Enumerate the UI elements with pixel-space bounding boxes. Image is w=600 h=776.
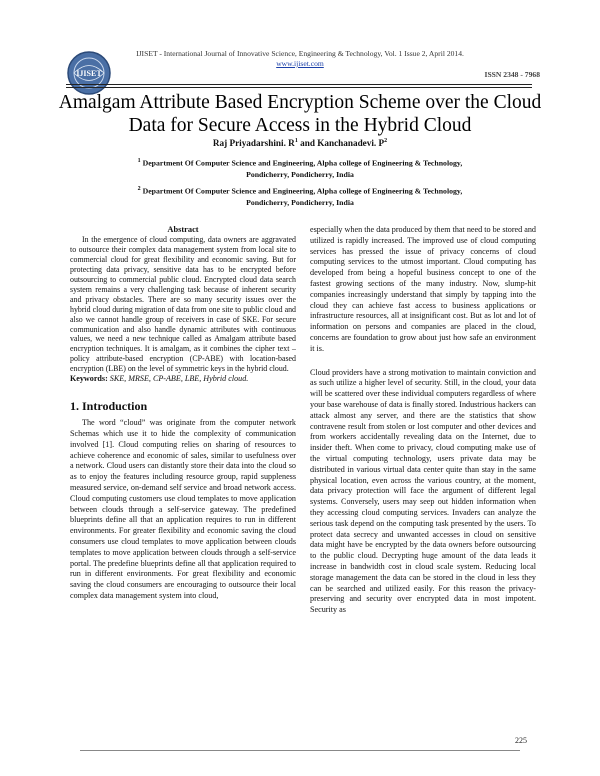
author-1: Raj Priyadarshini. R [212, 138, 295, 149]
affiliation-2-line2: Pondicherry, Pondicherry, India [246, 197, 354, 207]
author-2-sup: 2 [384, 138, 388, 144]
keywords-list: SKE, MRSE, CP-ABE, LBE, Hybrid cloud. [107, 374, 249, 384]
journal-url-link[interactable]: www.ijiset.com [276, 59, 324, 68]
author-and: and [297, 138, 318, 149]
journal-line: IJISET - International Journal of Innovative Science, Engineering & Technology, Vol. 1 Issue 2, April 2014. [136, 49, 464, 58]
author-1-sup: 1 [294, 138, 298, 144]
introduction-heading: 1. Introduction [70, 399, 148, 414]
authors-line [60, 138, 540, 148]
logo-text: IJISET [76, 69, 102, 78]
right-paragraph-1: especially when the data produced by them that need to be stored and utilized is rapidly increased. The improved use of cloud computing services has pressed the issue of privacy concerns of cloud computing services to the utmost important. Cloud computing has developed from being a hopeful business concept to one of the fastest growing sections of the many industry. Now, slump-hit companies increasingly understand that simply by tapping into the cloud they can achieve fast access to business applications or infrastructure resources, all at insignificant cost. But as lot and lot of information on persons and companies are placed in the cloud, concerns are foundation to grow about just how safe an environment it is. [310, 225, 536, 353]
affiliation-1 [90, 156, 510, 180]
abstract-heading: Abstract [167, 225, 199, 234]
right-column [310, 225, 536, 616]
page-number: 225 [515, 736, 527, 745]
affiliation-1-line2: Pondicherry, Pondicherry, India [246, 169, 354, 179]
affiliation-1-line1: Department Of Computer Science and Engineering, Alpha college of Engineering & Technology, [140, 158, 463, 168]
author-2: Kanchanadevi. P [317, 138, 385, 149]
affiliation-1-sup: 1 [137, 158, 141, 164]
journal-header [118, 49, 482, 69]
journal-logo [66, 50, 112, 96]
header-rule-top [66, 84, 532, 85]
footer-rule [80, 750, 520, 751]
right-paragraph-2: Cloud providers have a strong motivation to maintain conviction and as such utilize a higher level of security. Still, in the cloud, your data will be scattered over these individual computers regardless of where your base warehouse of data is finally stored. Industrious hackers can attack almost any server, and there are the statistics that show contravene result from stolen or lost computer and other devices and from workers accidentally revealing data on the Internet, due to insider theft. When come to privacy, cloud computing make use of the virtual computing technology, users private data may be distributed in various virtual data center quite than stay in the same physical location, even across the various country, at the moment, data privacy protection will face the argument of different legal systems. Conversely, users may seep out hidden information when they accessing cloud computing services. Invaders can analyze the serious task depend on the computing task presented by the users. To protect data secrecy and unwanted accesses in cloud on sensitive data might have be encrypted by the data owners before outsourcing to the public cloud. Decrypting huge amount of the data leads it increase in bandwidth cost in cloud scale system. Reducing local storage management the data can be stored in the cloud in less they can be searched and utilized easily. For this reason the privacy-preserving and security over encrypted data in most impotent. Security as [310, 367, 536, 615]
paper-title: Amalgam Attribute Based Encryption Scheme over the Cloud Data for Secure Access in the Hybrid Cloud [58, 92, 542, 136]
affiliation-2-sup: 2 [137, 186, 141, 192]
introduction-body: The word “cloud” was originate from the computer network Schemas which use it to hide the complexity of communication involved [1]. Cloud computing relies on sharing of resources to achieve coherence and economic of sales, similar to usefulness over a network. Cloud users can distantly store their data into the cloud so as to enjoy the features including resource group, rapid suppleness measured service, on-demand self service and broad network access. Cloud computing customers use cloud templates to move application between clouds through a self-service gateway. The predefined blueprints define all that an application requires to run in different environments. For greater flexibility and economic saving the cloud consumers use cloud templates to move application between clouds templates to move application between clouds through a self-service portal. The predefine blueprints define all that application required to run in different environments. For great flexibility and economic saving the cloud consumers are encouraging to outsource their local complex data management system into cloud, [70, 418, 296, 600]
header-rule-bottom [66, 87, 532, 88]
affiliation-2 [90, 184, 510, 208]
affiliation-2-line1: Department Of Computer Science and Engineering, Alpha college of Engineering & Technology, [140, 186, 463, 196]
keywords-label: Keywords: [70, 374, 108, 384]
left-column [70, 225, 296, 602]
keywords-line [70, 374, 296, 384]
issn-label: ISSN 2348 - 7968 [484, 70, 540, 79]
abstract-body: In the emergence of cloud computing, data owners are aggravated to outsource their complex data management system from local site to commercial cloud for great flexibility and economic saving. But for protecting data privacy, sensitive data has to be encrypted before outsourcing to commercial public cloud. Encrypted cloud data search system remains a very challenging task because of inherent security and privacy obstacles. There are so many security issues over the hybrid cloud during migration of data from one site to public cloud and also we cannot handle group of receivers in case of SKE. For secure communication and also handle dynamic attributes with continuous values, we need a new technique called as Amalgam attribute based encryption techniques. It is amalgam, as it combines the cipher text –policy attribute-based encryption (CP-ABE) with location-based encryption (LBE) on the level of symmetric keys in the hybrid cloud. [70, 234, 296, 374]
